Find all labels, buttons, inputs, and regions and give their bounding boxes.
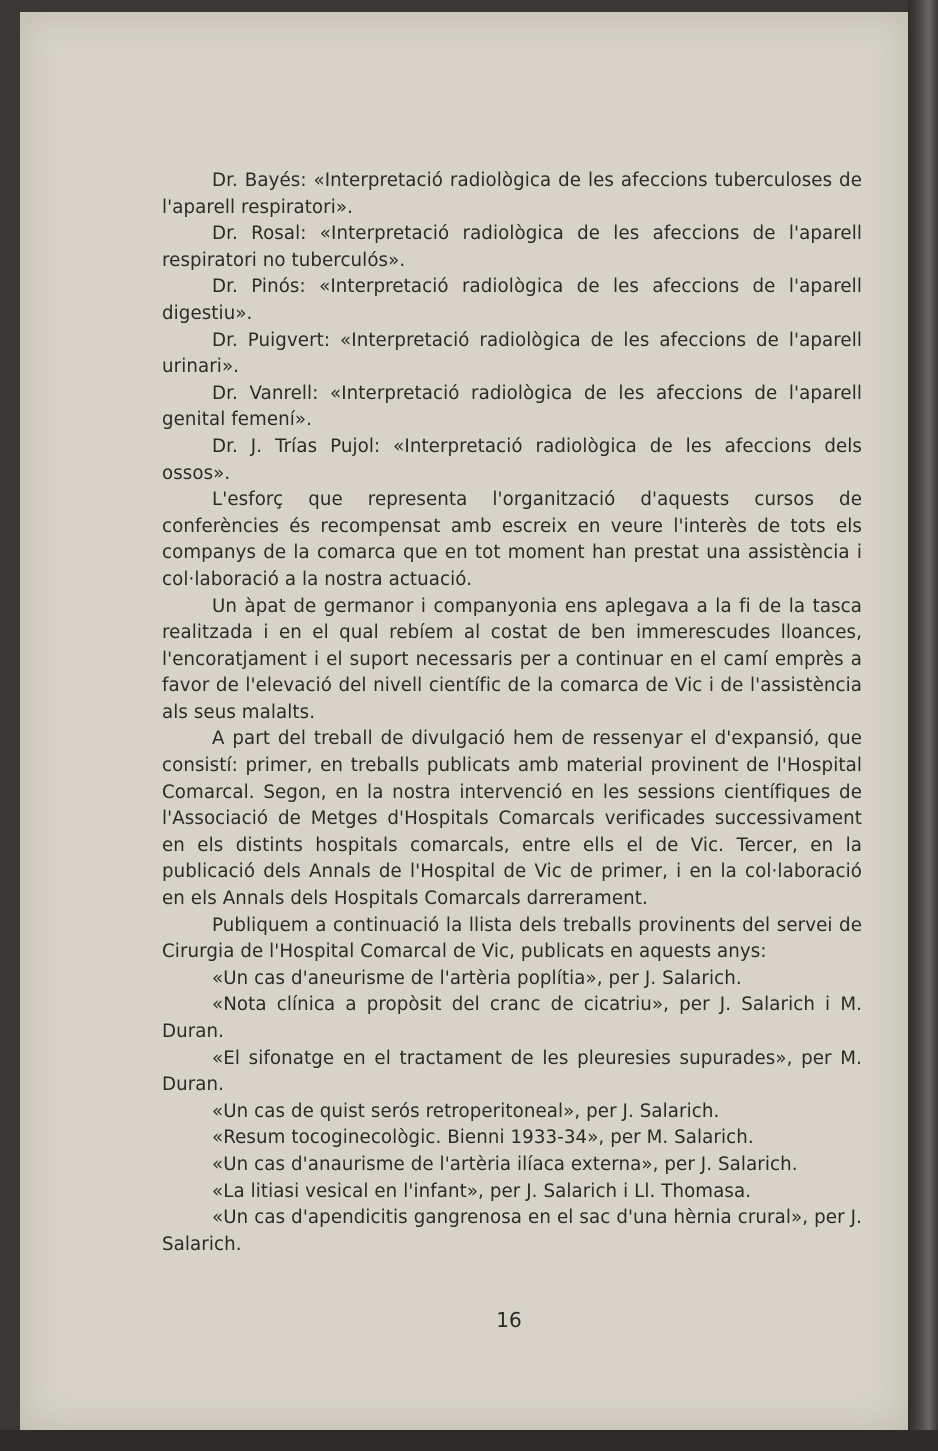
paragraph: Dr. Puigvert: «Interpretació radiològica de les afeccions de l'aparell urinari». — [162, 329, 862, 378]
list-item: «El sifonatge en el tractament de les pleuresies supurades», per M. Duran. — [162, 1047, 862, 1096]
list-item: «Un cas d'apendicitis gangrenosa en el sac d'una hèrnia crural», per J. Salarich. — [162, 1207, 862, 1255]
list-item: «Un cas d'anaurisme de l'artèria ilíaca externa», per J. Salarich. — [212, 1153, 798, 1175]
list-item: «Un cas d'aneurisme de l'artèria poplítia», per J. Salarich. — [212, 967, 742, 989]
list-item: «La litiasi vesical en l'infant», per J. Salarich i Ll. Thomasa. — [212, 1180, 752, 1202]
paragraph: Dr. J. Trías Pujol: «Interpretació radiològica de les afeccions dels ossos». — [162, 435, 862, 484]
list-item: «Resum tocoginecològic. Bienni 1933-34», per M. Salarich. — [212, 1127, 754, 1149]
paragraph: Un àpat de germanor i companyonia ens aplegava a la fi de la tasca realitzada i en el qual rebíem al costat de ben immerescudes lloances, l'encoratjament i el suport necessaris per a continuar en el camí emprès a favor de l'elevació del nivell científic de la comarca de Vic i de l'assistència als seus malalts. — [162, 595, 862, 723]
paragraph: Dr. Pinós: «Interpretació radiològica de les afeccions de l'aparell digestiu». — [162, 276, 862, 324]
paragraph: Publiquem a continuació la llista dels treballs provinents del servei de Cirurgia de l'Hospital Comarcal de Vic, publicats en aquests anys: — [162, 914, 862, 963]
list-item: «Nota clínica a propòsit del cranc de cicatriu», per J. Salarich i M. Duran. — [162, 994, 862, 1042]
paragraph: Dr. Bayés: «Interpretació radiològica de les afeccions tuberculoses de l'aparell respiratori». — [162, 170, 862, 218]
book-bottom-edge — [0, 1430, 938, 1451]
paragraph: A part del treball de divulgació hem de ressenyar el d'expansió, que consistí: primer, en treballs publicats amb material provinent de l'Hospital Comarcal. Segon, en la nostra intervenció en les sessions científiques de l'Associació de Metges d'Hospitals Comarcals verificades successivament en els distints hospitals comarcals, entre ells el de Vic. Tercer, en la publicació dels Annals de l'Hospital de Vic de primer, i en la col·laboració en els Annals dels Hospitals Comarcals darrerament. — [162, 728, 862, 910]
paragraph: Dr. Vanrell: «Interpretació radiològica de les afeccions de l'aparell genital femení». — [162, 382, 862, 431]
page-number: 16 — [496, 1308, 522, 1332]
page-body — [162, 168, 862, 1258]
book-edge — [908, 0, 938, 1451]
list-item: «Un cas de quist serós retroperitoneal», per J. Salarich. — [212, 1100, 720, 1122]
paragraph: Dr. Rosal: «Interpretació radiològica de les afeccions de l'aparell respiratori no tuberculós». — [162, 223, 862, 271]
paragraph: L'esforç que representa l'organització d'aquests cursos de conferències és recompensat amb escreix en veure l'interès de tots els companys de la comarca que en tot moment han prestat una assistència i col·laboració a la nostra actuació. — [162, 489, 862, 590]
